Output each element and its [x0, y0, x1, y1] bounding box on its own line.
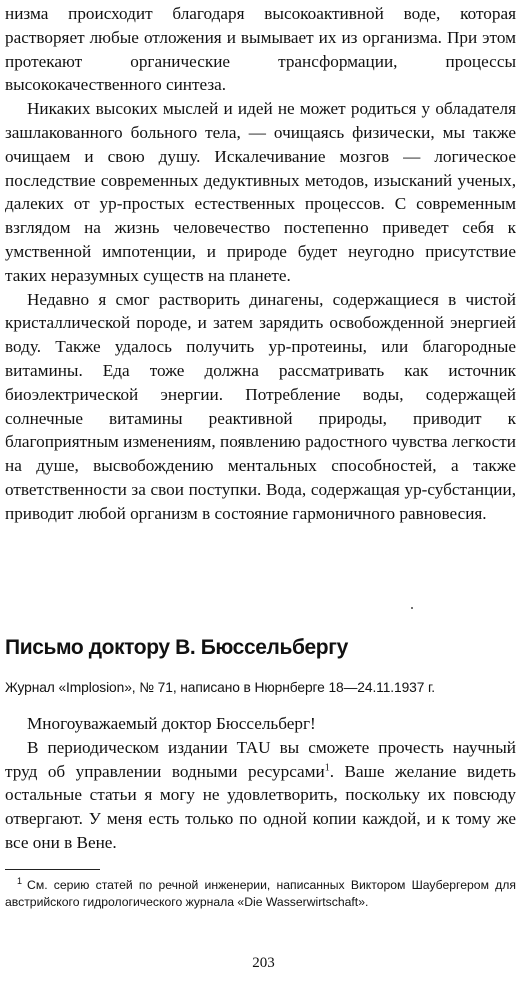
page-number: 203 [252, 955, 275, 971]
footnote-reference: 1 [324, 761, 330, 773]
paragraph: Никаких высоких мыслей и идей не может родиться у обладателя зашлакованного больного тела, — очищаясь физически, мы также очищаем и свою душу. Искалечивание мозгов — логическое последствие современных дедуктивных методов, изысканий ученых, далеких от ур-простых естественных процессов. С современным взглядом на жизнь человечество постепенно приведет себя к умственной импотенции, и природе будет неугодно присутствие таких неразумных существ на планете. [5, 99, 516, 285]
print-speck [411, 607, 413, 609]
letter-salutation: Многоуважаемый доктор Бюссельберг! [27, 714, 316, 733]
letter-text-part: . Ваше желание видеть остальные статьи я могу не удовлетворить, поскольку их повсюду отвергают. У меня есть только по одной копии каждой, и к тому же все они в Вене. [5, 761, 517, 852]
letter-text-part: В периодическом издании TAU вы сможете прочесть научный труд об управлении водными ресурсами [5, 737, 516, 781]
letter-paragraph [5, 736, 516, 855]
footnote-text: См. серию статей по речной инженерии, написанных Виктором Шаубергером для австрийского гидрологического журнала «Die Wasserwirtschaft». [5, 878, 516, 909]
footnote-mark: 1 [17, 875, 23, 886]
letter-text [5, 712, 516, 855]
journal-line: Журнал «Implosion», № 71, написано в Нюрнберге 18—24.11.1937 г. [5, 680, 436, 695]
footnote [5, 877, 516, 911]
paragraph: Недавно я смог растворить динагены, содержащиеся в чистой кристаллической породе, и затем зарядить освобожденной энергией воду. Также удалось получить ур-протеины, или благородные витамины. Еда тоже должна рассматривать как источник биоэлектрической энергии. Потребление воды, содержащей солнечные витамины реактивной природы, приводит к благоприятным изменениям, появлению радостного чувства легкости на душе, высвобождению ментальных способностей, а также ответственности за свои поступки. Вода, содержащая ур-субстанции, приводит любой организм в состояние гармоничного равновесия. [5, 289, 516, 523]
section-heading: Письмо доктору В. Бюссельбергу [5, 636, 348, 659]
paragraph-continued: низма происходит благодаря высокоактивной воде, которая растворяет любые отложения и вымывает их из организма. При этом протекают органические трансформации, процессы высококачественного синтеза. [5, 4, 516, 95]
main-text [5, 2, 516, 526]
footnote-rule [5, 869, 100, 870]
